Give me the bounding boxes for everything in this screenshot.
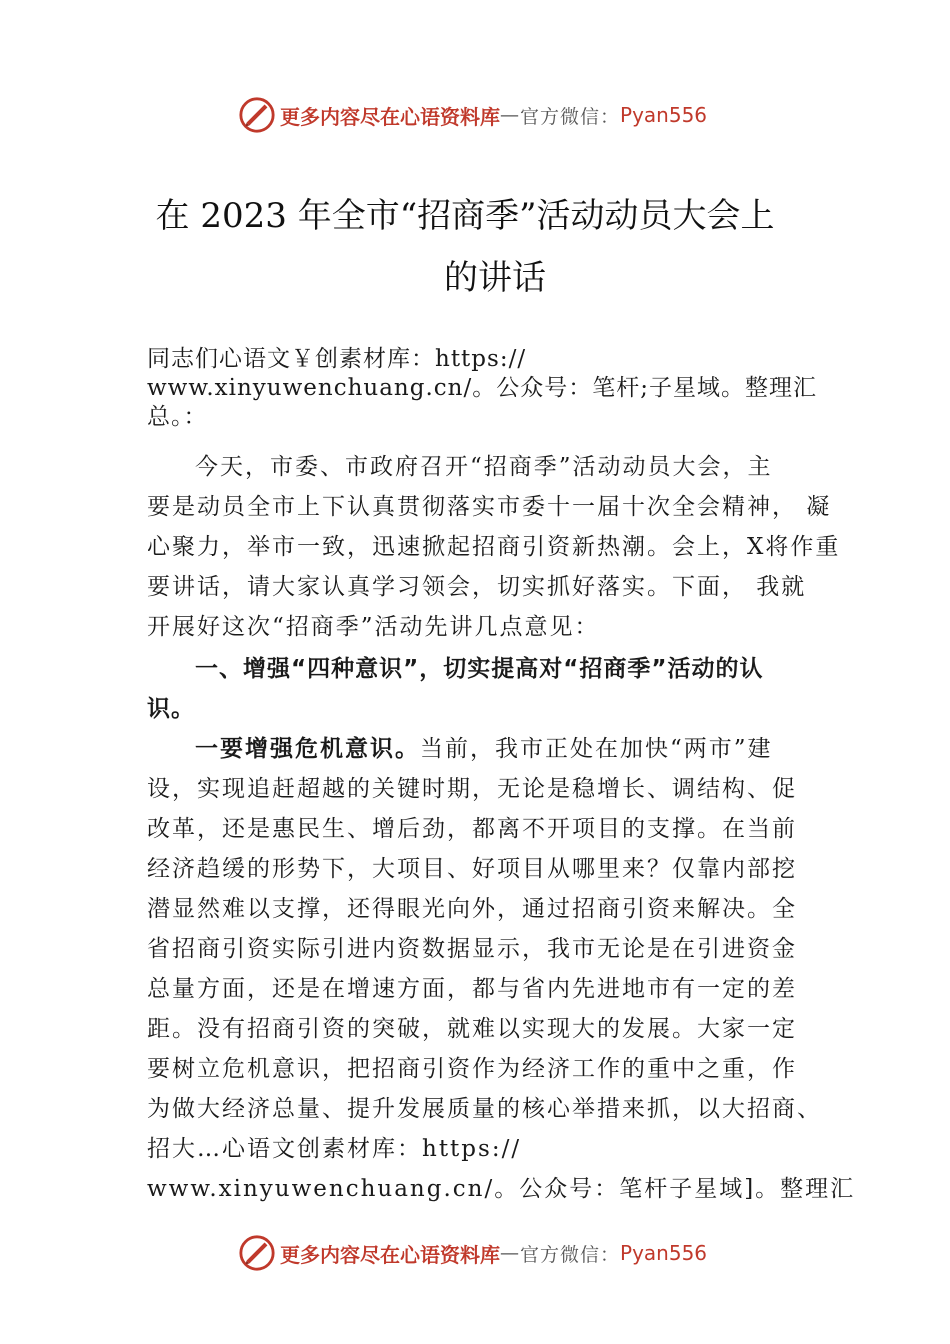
paragraph-lead: 一要增强危机意识。 [195,736,420,762]
paragraph-line: 设，实现追赶超越的关键时期，无论是稳增长、调结构、促 [147,776,797,802]
document-title-line1: 在 2023 年全市“招商季”活动动员大会上 [155,196,775,236]
banner-separator: — [500,104,520,126]
section-heading: 一、增强“四种意识”，切实提高对“招商季”活动的认 [195,656,764,682]
paragraph-line: 改革，还是惠民生、增后劲，都离不开项目的支撑。在当前 [147,816,797,842]
document-body [147,345,856,1209]
banner-wechat-id: Pyan556 [620,1241,708,1265]
paragraph-line: 省招商引资实际引进内资数据显示，我市无论是在引进资金 [147,936,797,962]
banner-wechat-id: Pyan556 [620,103,708,127]
footer-watermark [238,1233,707,1273]
paragraph-line: 要树立危机意识，把招商引资作为经济工作的重中之重，作 [147,1056,797,1082]
paragraph-line: 招大…心语文创素材库：https:// [147,1136,522,1162]
banner-separator: — [500,1242,520,1264]
section-heading: 识。 [147,696,195,722]
paragraph-line: 要是动员全市上下认真贯彻落实市委十一届十次全会精神， 凝 [147,494,832,520]
pen-logo-icon [238,1234,276,1272]
banner-main-text: 更多内容尽在心语资料库 [280,104,500,129]
paragraph-line: 总量方面，还是在增速方面，都与省内先进地市有一定的差 [147,976,797,1002]
paragraph-text: 当前，我市正处在加快“两市”建 [420,736,773,762]
document-title-line2: 的讲话 [444,258,546,298]
header-watermark [238,95,707,135]
paragraph-line: 今天，市委、市政府召开“招商季”活动动员大会，主 [195,454,773,480]
paragraph-line: 潜显然难以支撑，还得眼光向外，通过招商引资来解决。全 [147,896,797,922]
paragraph-line: 要讲话，请大家认真学习领会，切实抓好落实。下面， 我就 [147,574,807,600]
paragraph-line: 经济趋缓的形势下，大项目、好项目从哪里来？仅靠内部挖 [147,856,797,882]
intro-line: 总。： [147,404,208,430]
paragraph-line: www.xinyuwenchuang.cn/。公众号：笔杆子星域]。整理汇 [147,1176,856,1202]
pen-logo-icon [238,96,276,134]
paragraph-line: 为做大经济总量、提升发展质量的核心举措来抓，以大招商、 [147,1096,822,1122]
paragraph-line: 开展好这次“招商季”活动先讲几点意见： [147,614,600,640]
banner-main-text: 更多内容尽在心语资料库 [280,1242,500,1267]
paragraph-line: 距。没有招商引资的突破，就难以实现大的发展。大家一定 [147,1016,797,1042]
paragraph-line [147,729,837,769]
intro-line: 同志们心语文￥创素材库：https:// [147,346,527,372]
banner-sub-text: 官方微信： [520,105,621,128]
banner-sub-text: 官方微信： [520,1243,621,1266]
intro-line: www.xinyuwenchuang.cn/。公众号：笔杆;子星域。整理汇 [147,375,817,401]
paragraph-line: 心聚力，举市一致，迅速掀起招商引资新热潮。会上，X将作重 [147,534,841,560]
